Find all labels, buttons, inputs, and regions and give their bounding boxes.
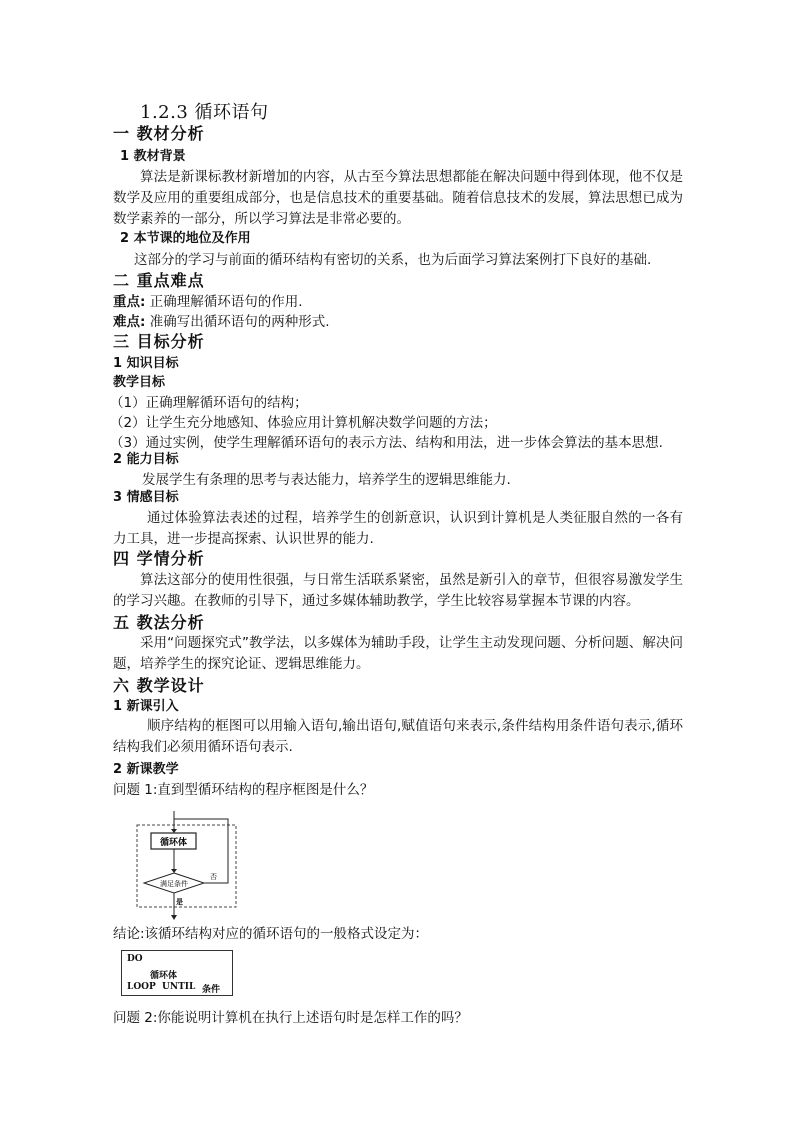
section-heading-6: 六 教学设计 bbox=[113, 676, 205, 695]
flowchart-diagram bbox=[136, 811, 240, 923]
key-point-text: 正确理解循环语句的作用. bbox=[145, 294, 303, 310]
subheading-1-2: 2 本节课的地位及作用 bbox=[120, 231, 251, 246]
conclusion-text: 结论:该循环结构对应的循环语句的一般格式设定为： bbox=[113, 926, 429, 942]
code-condition: 条件 bbox=[202, 985, 221, 995]
section-heading-5: 五 教法分析 bbox=[113, 613, 205, 632]
question-1: 问题 1:直到型循环结构的程序框图是什么？ bbox=[113, 782, 374, 798]
subheading-6-2: 2 新课教学 bbox=[113, 762, 179, 777]
subheading-3-1b: 教学目标 bbox=[113, 375, 166, 390]
flowchart-condition-label: 满足条件 bbox=[160, 880, 188, 888]
flowchart-loop-back-line bbox=[174, 819, 228, 883]
key-point-label: 重点: bbox=[113, 294, 146, 310]
subheading-1-1: 1 教材背景 bbox=[120, 149, 186, 164]
page-title: 1.2.3 循环语句 bbox=[140, 102, 269, 123]
code-loop: LOOP bbox=[127, 982, 156, 992]
flowchart-decision-arrow bbox=[171, 869, 177, 873]
flowchart-no-label: 否 bbox=[210, 873, 217, 881]
code-do: DO bbox=[127, 954, 143, 964]
code-loop-body: 循环体 bbox=[150, 971, 178, 981]
paragraph-3-3: 通过体验算法表述的过程，培养学生的创新意识，认识到计算机是人类征服自然的一各有力工具，进一步提高探索、认识世界的能力. bbox=[113, 510, 683, 547]
flowchart-loop-body-label: 循环体 bbox=[159, 838, 188, 848]
key-point bbox=[113, 292, 303, 312]
subheading-3-1: 1 知识目标 bbox=[113, 356, 179, 371]
section-heading-4: 四 学情分析 bbox=[113, 549, 205, 568]
difficult-point bbox=[113, 312, 330, 332]
difficult-point-label: 难点: bbox=[113, 314, 146, 330]
paragraph-3-2: 发展学生有条理的思考与表达能力，培养学生的逻辑思维能力. bbox=[142, 472, 511, 488]
goal-item-1: （1）正确理解循环语句的结构； bbox=[110, 395, 308, 411]
flowchart-yes-label: 是 bbox=[176, 898, 183, 906]
subheading-3-3: 3 情感目标 bbox=[113, 490, 179, 505]
difficult-point-text: 准确写出循环语句的两种形式. bbox=[145, 314, 330, 330]
goal-item-2: （2）让学生充分地感知、体验应用计算机解决数学问题的方法； bbox=[110, 415, 497, 431]
section-heading-1: 一 教材分析 bbox=[113, 124, 205, 143]
section-heading-3: 三 目标分析 bbox=[113, 332, 205, 351]
paragraph-6-1: 顺序结构的框图可以用输入语句,输出语句,赋值语句来表示,条件结构用条件语句表示,循环结构我们必须用循环语句表示. bbox=[113, 718, 683, 755]
paragraph-5: 采用“问题探究式”教学法，以多媒体为辅助手段，让学生主动发现问题、分析问题、解决问题，培养学生的探究论证、逻辑思维能力。 bbox=[113, 635, 683, 672]
paragraph-1-2: 这部分的学习与前面的循环结构有密切的关系，也为后面学习算法案例打下良好的基础. bbox=[134, 252, 652, 268]
question-2: 问题 2:你能说明计算机在执行上述语句时是怎样工作的吗？ bbox=[113, 1010, 468, 1026]
code-until: UNTIL bbox=[162, 982, 196, 992]
subheading-3-2: 2 能力目标 bbox=[113, 452, 179, 467]
goal-item-3: （3）通过实例，使学生理解循环语句的表示方法、结构和用法，进一步体会算法的基本思想. bbox=[110, 435, 663, 451]
loop-syntax-box bbox=[121, 950, 233, 996]
flowchart-exit-arrow bbox=[171, 915, 177, 920]
paragraph-1-1: 算法是新课标教材新增加的内容，从古至今算法思想都能在解决问题中得到体现，他不仅是数学及应用的重要组成部分，也是信息技术的重要基础。随着信息技术的发展，算法思想已成为数学素养的一部分，所以学习算法是非常必要的。 bbox=[113, 169, 683, 227]
section-heading-2: 二 重点难点 bbox=[113, 271, 205, 290]
subheading-6-1: 1 新课引入 bbox=[113, 699, 179, 714]
paragraph-4: 算法这部分的使用性很强，与日常生活联系紧密，虽然是新引入的章节，但很容易激发学生的学习兴趣。在教师的引导下，通过多媒体辅助教学，学生比较容易掌握本节课的内容。 bbox=[113, 572, 683, 609]
